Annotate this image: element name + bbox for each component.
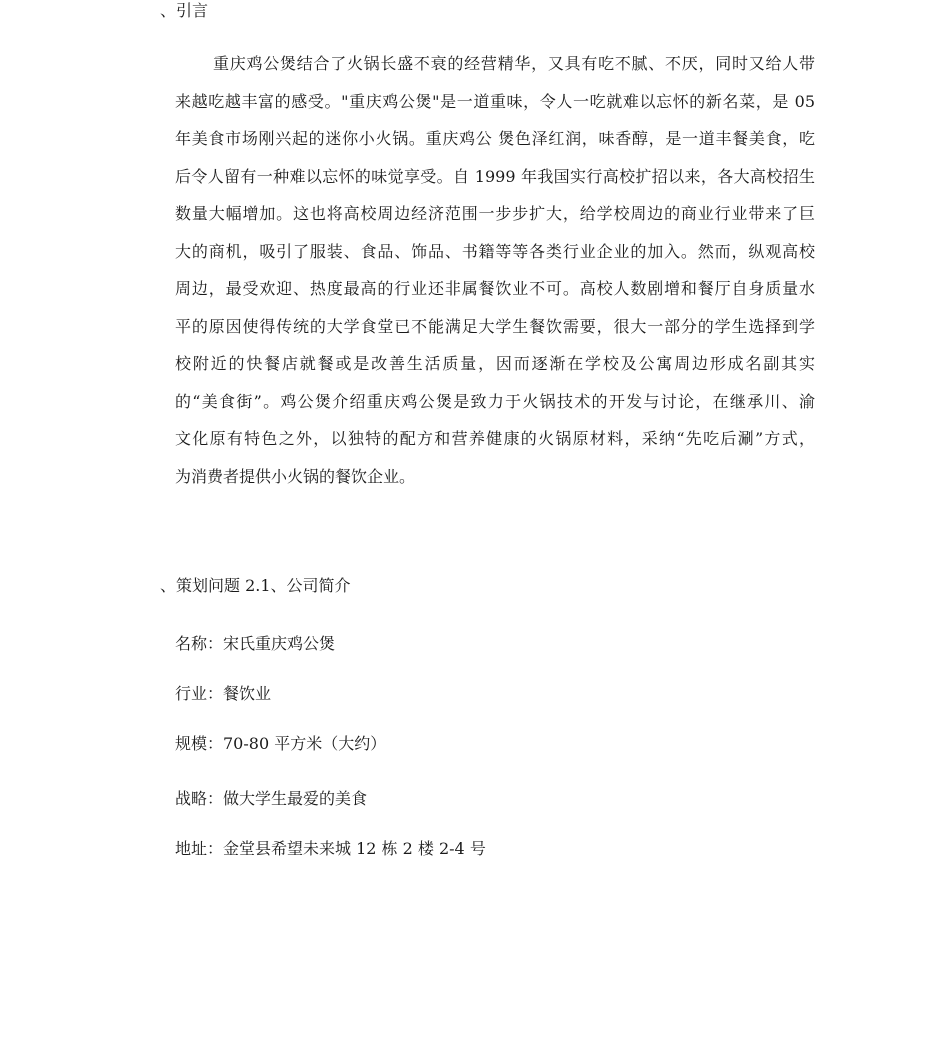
paragraph-line: 文化原有特色之外，以独特的配方和营养健康的火锅原材料，采纳“先吃后涮”方式， [175, 429, 815, 448]
paragraph-line: 年美食市场刚兴起的迷你小火锅。重庆鸡公 煲色泽红润，味香醇，是一道丰餐美食，吃 [175, 129, 815, 148]
paragraph-line: 的“美食街”。鸡公煲介绍重庆鸡公煲是致力于火锅技术的开发与讨论，在继承川、渝 [175, 391, 815, 411]
intro-paragraph [175, 49, 815, 499]
paragraph-line: 数量大幅增加。这也将高校周边经济范围一步步扩大，给学校周边的商业行业带来了巨 [175, 204, 815, 223]
company-address: 地址：金堂县希望未来城 12 栋 2 楼 2-4 号 [175, 839, 486, 858]
company-name: 名称：宋氏重庆鸡公煲 [175, 634, 336, 653]
paragraph-line: 重庆鸡公煲结合了火锅长盛不衰的经营精华，又具有吃不腻、不厌，同时又给人带 [213, 54, 815, 73]
company-industry: 行业：餐饮业 [175, 684, 272, 703]
section-heading-intro: 、引言 [160, 1, 209, 20]
paragraph-line: 后令人留有一种难以忘怀的味觉享受。自 1999 年我国实行高校扩招以来，各大高校招生 [175, 166, 815, 186]
paragraph-line: 周边，最受欢迎、热度最高的行业还非属餐饮业不可。高校人数剧增和餐厅自身质量水 [175, 279, 815, 298]
paragraph-line: 校附近的快餐店就餐或是改善生活质量，因而逐渐在学校及公寓周边形成名副其实 [175, 354, 815, 373]
paragraph-line: 平的原因使得传统的大学食堂已不能满足大学生餐饮需要，很大一部分的学生选择到学 [175, 316, 815, 336]
paragraph-line: 来越吃越丰富的感受。"重庆鸡公煲"是一道重味，令人一吃就难以忘怀的新名菜，是 05 [175, 91, 815, 111]
paragraph-line: 大的商机，吸引了服装、食品、饰品、书籍等等各类行业企业的加入。然而，纵观高校 [175, 241, 815, 261]
company-strategy: 战略：做大学生最爱的美食 [175, 789, 368, 808]
paragraph-line: 为消费者提供小火锅的餐饮企业。 [175, 466, 416, 486]
company-scale: 规模：70-80 平方米（大约） [175, 734, 387, 753]
section-heading-planning: 、策划问题 2.1、公司简介 [160, 576, 351, 595]
